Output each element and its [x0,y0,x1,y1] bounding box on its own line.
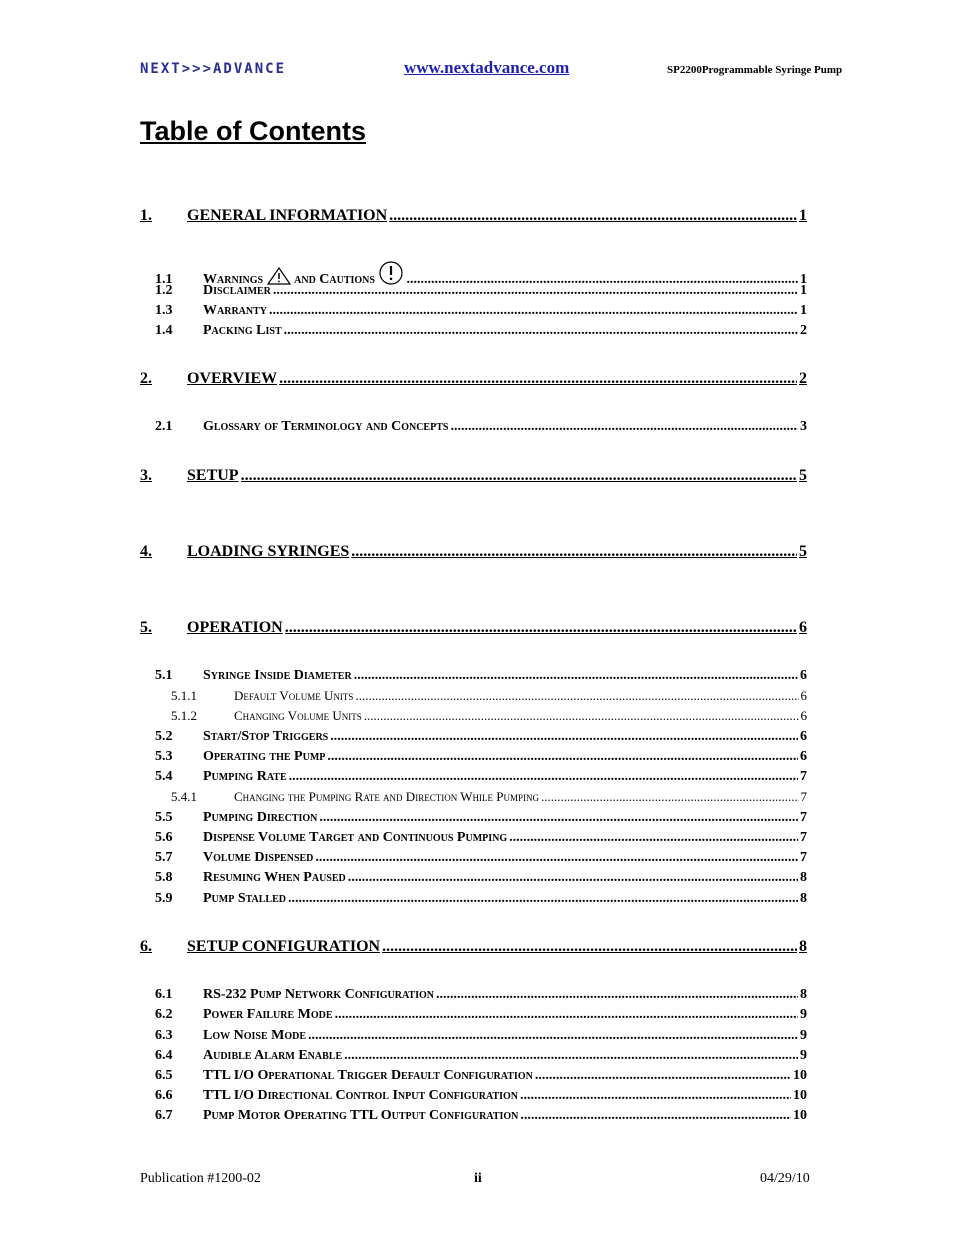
toc-entry[interactable] [155,987,807,1003]
website-link[interactable]: www.nextadvance.com [404,58,570,77]
toc-entry[interactable] [140,467,807,485]
toc-page: 2 [800,323,807,338]
toc-entry[interactable] [155,870,807,886]
dot-leader [289,769,798,785]
dot-leader [273,283,798,299]
dot-leader [327,749,798,765]
toc-entry[interactable] [140,543,807,561]
toc-number: 1.3 [155,303,173,318]
toc-page: 6 [800,668,807,683]
toc-title: Power Failure Mode [203,1007,333,1022]
toc-page: 7 [800,850,807,865]
toc-entry[interactable] [155,769,807,785]
toc-title: Disclaimer [203,283,271,298]
dot-leader [285,619,797,637]
toc-page: 1 [799,207,807,224]
toc-title: Pumping Direction [203,810,318,825]
toc-title: OVERVIEW [187,370,278,387]
toc-title-part: and Cautions [294,272,375,287]
toc-number: 5.2 [155,729,173,744]
toc-number: 1.4 [155,323,173,338]
dot-leader [354,668,798,684]
toc-page: 1 [800,272,807,287]
toc-number: 5.4.1 [171,789,197,804]
dot-leader [279,370,797,388]
toc-page: 3 [800,419,807,434]
toc-page: 6 [800,729,807,744]
toc-page: 6 [800,749,807,764]
toc-title: RS-232 Pump Network Configuration [203,987,434,1002]
toc-entry[interactable] [155,1028,807,1044]
toc-number: 5. [140,619,152,636]
toc-entry[interactable] [155,1048,807,1064]
toc-number: 1. [140,207,152,224]
dot-leader [308,1028,798,1044]
toc-title: Audible Alarm Enable [203,1048,343,1063]
product-name: SP2200Programmable Syringe Pump [667,64,843,76]
toc-title: TTL I/O Operational Trigger Default Configuration [203,1068,533,1083]
dot-leader [269,303,798,319]
dot-leader [389,207,797,225]
page-header [0,58,954,88]
toc-title: Pumping Rate [203,769,287,784]
publication-number: Publication #1200-02 [140,1171,261,1186]
toc-page: 7 [800,769,807,784]
toc-entry[interactable] [155,830,807,846]
toc-entry[interactable] [171,688,807,704]
toc-page: 8 [800,870,807,885]
toc-number: 3. [140,467,152,484]
toc-page: 5 [799,543,807,560]
toc-title: Pump Stalled [203,891,286,906]
toc-entry[interactable] [155,283,807,299]
toc-title-part: Warnings [203,272,264,287]
dot-leader [348,870,798,886]
toc-number: 5.3 [155,749,173,764]
toc-page: 1 [800,283,807,298]
dot-leader [535,1068,791,1084]
toc-title: LOADING SYRINGES [187,543,350,560]
toc-title: Pump Motor Operating TTL Output Configuration [203,1108,519,1123]
toc-page: 9 [800,1007,807,1022]
toc-page: 10 [793,1068,807,1083]
dot-leader [520,1108,791,1124]
publication-date: 04/29/10 [760,1171,810,1186]
toc-title: Changing the Pumping Rate and Direction While Pumping [234,789,539,804]
toc-page: 8 [799,938,807,955]
dot-leader [319,810,798,826]
page-title: Table of Contents [140,116,366,146]
toc-entry[interactable] [155,749,807,765]
toc-entry[interactable] [155,419,807,435]
toc-number: 5.4 [155,769,173,784]
dot-leader [541,789,799,805]
toc-entry[interactable] [171,789,807,805]
toc-entry[interactable] [155,810,807,826]
toc-title: Packing List [203,323,282,338]
toc-entry[interactable] [155,729,807,745]
toc-number: 6. [140,938,152,955]
dot-leader [382,938,797,956]
toc-title: OPERATION [187,619,283,636]
dot-leader [509,830,798,846]
toc-number: 5.1 [155,668,173,683]
dot-leader [450,419,798,435]
toc-number: 5.5 [155,810,173,825]
toc-title: Volume Dispensed [203,850,314,865]
dot-leader [436,987,798,1003]
toc-page: 8 [800,891,807,906]
dot-leader [284,323,798,339]
toc-title: SETUP CONFIGURATION [187,938,381,955]
toc-entry[interactable] [140,370,807,388]
toc-entry[interactable] [171,708,807,724]
toc-entry[interactable] [155,668,807,684]
toc-number: 5.7 [155,850,173,865]
toc-number: 2. [140,370,152,387]
toc-page: 1 [800,303,807,318]
toc-entry[interactable] [155,891,807,907]
toc-entry[interactable] [155,1007,807,1023]
dot-leader [364,708,799,724]
toc-page: 7 [800,789,807,804]
toc-title: Warranty [203,303,267,318]
toc-title: SETUP [187,467,239,484]
toc-entry[interactable] [155,303,807,319]
toc-number: 1.1 [155,272,173,287]
toc-number: 5.9 [155,891,173,906]
toc-page: 8 [800,987,807,1002]
toc-title: Low Noise Mode [203,1028,307,1043]
toc-entry[interactable] [155,1108,807,1124]
toc-page: 5 [799,467,807,484]
toc-number: 6.3 [155,1028,173,1043]
toc-title: Resuming When Paused [203,870,346,885]
toc-number: 5.1.1 [171,688,197,703]
toc-page: 10 [793,1088,807,1103]
toc-title: GENERAL INFORMATION [187,207,388,224]
page-number: ii [474,1171,482,1186]
toc-entry[interactable] [155,1088,807,1104]
toc-number: 6.4 [155,1048,173,1063]
toc-entry[interactable] [155,323,807,339]
toc-page: 2 [799,370,807,387]
dot-leader [344,1048,798,1064]
company-logo: NEXT>>>ADVANCE [140,61,287,77]
toc-number: 6.2 [155,1007,173,1022]
toc-number: 6.5 [155,1068,173,1083]
dot-leader [330,729,798,745]
toc-title: Glossary of Terminology and Concepts [203,419,449,434]
toc-title: TTL I/O Directional Control Input Configuration [203,1088,519,1103]
toc-number: 4. [140,543,152,560]
dot-leader [351,543,797,561]
dot-leader [520,1088,791,1104]
toc-entry[interactable] [155,1068,807,1084]
toc-number: 6.6 [155,1088,173,1103]
toc-entry[interactable] [140,619,807,637]
dot-leader [288,891,798,907]
toc-number: 5.8 [155,870,173,885]
toc-page: 6 [799,619,807,636]
toc-number: 2.1 [155,419,173,434]
toc-entry[interactable] [140,207,807,225]
dot-leader [335,1007,798,1023]
toc-title: Start/Stop Triggers [203,729,329,744]
toc-title: Default Volume Units [234,688,354,703]
toc-number: 5.6 [155,830,173,845]
toc-number: 1.2 [155,283,173,298]
toc-page: 6 [800,708,807,723]
toc-page: 9 [800,1048,807,1063]
toc-page: 7 [800,830,807,845]
toc-number: 6.1 [155,987,173,1002]
toc-title: Changing Volume Units [234,708,362,723]
toc-title: Dispense Volume Target and Continuous Pumping [203,830,508,845]
toc-number: 5.1.2 [171,708,197,723]
toc-title: Syringe Inside Diameter [203,668,352,683]
toc-page: 7 [800,810,807,825]
toc-number: 6.7 [155,1108,173,1123]
toc-page: 10 [793,1108,807,1123]
toc-page: 9 [800,1028,807,1043]
toc-entry[interactable] [155,850,807,866]
toc-title: Operating the Pump [203,749,326,764]
dot-leader [315,850,798,866]
toc-entry[interactable] [140,938,807,956]
dot-leader [355,688,798,704]
dot-leader [241,467,797,485]
toc-page: 6 [800,688,807,703]
